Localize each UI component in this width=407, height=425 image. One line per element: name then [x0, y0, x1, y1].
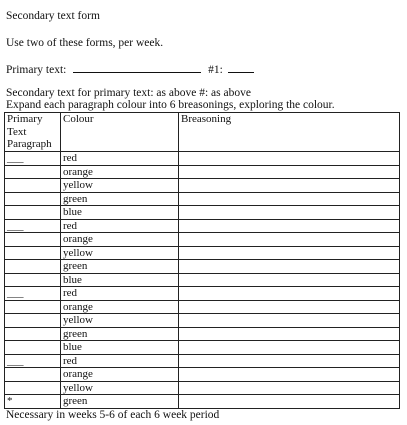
table-row: [5, 260, 400, 274]
colour-cell: yellow: [61, 179, 179, 193]
paragraph-marker-cell[interactable]: [5, 233, 61, 247]
header-colour: Colour: [61, 113, 179, 152]
breasoning-cell[interactable]: [179, 381, 400, 395]
breasoning-cell[interactable]: [179, 341, 400, 355]
breasoning-cell[interactable]: [179, 300, 400, 314]
secondary-text-line: Secondary text for primary text: as above #: as above: [6, 87, 251, 99]
paragraph-marker: *: [7, 395, 13, 407]
colour-cell: red: [61, 219, 179, 233]
colour-cell: orange: [61, 300, 179, 314]
table-row: [5, 341, 400, 355]
colour-cell: red: [61, 354, 179, 368]
table-row: [5, 368, 400, 382]
colour-cell: green: [61, 192, 179, 206]
table-row: [5, 381, 400, 395]
table-row: [5, 179, 400, 193]
header-breasoning: Breasoning: [179, 113, 400, 152]
paragraph-marker-cell[interactable]: [5, 260, 61, 274]
table-header-row: [5, 113, 400, 152]
breasoning-cell[interactable]: [179, 368, 400, 382]
paragraph-marker-cell[interactable]: [5, 273, 61, 287]
paragraph-marker-cell[interactable]: [5, 341, 61, 355]
breasoning-cell[interactable]: [179, 327, 400, 341]
colour-cell: orange: [61, 165, 179, 179]
colour-cell: blue: [61, 273, 179, 287]
breasoning-cell[interactable]: [179, 287, 400, 301]
number-label: #1:: [208, 64, 223, 76]
breasoning-cell[interactable]: [179, 179, 400, 193]
paragraph-marker: ___: [7, 219, 24, 232]
paragraph-marker-cell[interactable]: [5, 395, 61, 409]
expand-instruction: Expand each paragraph colour into 6 breasonings, exploring the colour.: [6, 99, 335, 111]
breasoning-table: [4, 112, 400, 409]
table-row: [5, 354, 400, 368]
breasoning-cell[interactable]: [179, 395, 400, 409]
colour-cell: orange: [61, 368, 179, 382]
breasoning-cell[interactable]: [179, 314, 400, 328]
colour-cell: yellow: [61, 246, 179, 260]
breasoning-cell[interactable]: [179, 246, 400, 260]
paragraph-marker-cell[interactable]: [5, 314, 61, 328]
table-row: [5, 233, 400, 247]
breasoning-cell[interactable]: [179, 152, 400, 166]
colour-cell: blue: [61, 341, 179, 355]
paragraph-marker: ___: [7, 354, 24, 367]
breasoning-cell[interactable]: [179, 233, 400, 247]
breasoning-cell[interactable]: [179, 165, 400, 179]
table-row: [5, 300, 400, 314]
paragraph-marker-cell[interactable]: [5, 192, 61, 206]
paragraph-marker-cell[interactable]: [5, 219, 61, 233]
table-row: [5, 219, 400, 233]
colour-cell: red: [61, 152, 179, 166]
colour-cell: red: [61, 287, 179, 301]
paragraph-marker-cell[interactable]: [5, 165, 61, 179]
paragraph-marker-cell[interactable]: [5, 152, 61, 166]
table-row: [5, 152, 400, 166]
colour-cell: yellow: [61, 381, 179, 395]
breasoning-cell[interactable]: [179, 206, 400, 220]
paragraph-marker: ___: [7, 152, 24, 164]
paragraph-marker-cell[interactable]: [5, 381, 61, 395]
breasoning-cell[interactable]: [179, 354, 400, 368]
paragraph-marker-cell[interactable]: [5, 327, 61, 341]
instruction-text: Use two of these forms, per week.: [6, 37, 164, 49]
paragraph-marker-cell[interactable]: [5, 179, 61, 193]
paragraph-marker-cell[interactable]: [5, 368, 61, 382]
table-row: [5, 314, 400, 328]
table-row: [5, 206, 400, 220]
colour-cell: green: [61, 395, 179, 409]
paragraph-marker-cell[interactable]: [5, 206, 61, 220]
colour-cell: green: [61, 327, 179, 341]
colour-cell: yellow: [61, 314, 179, 328]
number-blank[interactable]: [228, 63, 254, 73]
table-row: [5, 246, 400, 260]
breasoning-cell[interactable]: [179, 219, 400, 233]
table-row: [5, 287, 400, 301]
breasoning-cell[interactable]: [179, 192, 400, 206]
breasoning-cell[interactable]: [179, 273, 400, 287]
paragraph-marker-cell[interactable]: [5, 287, 61, 301]
colour-cell: orange: [61, 233, 179, 247]
breasoning-cell[interactable]: [179, 260, 400, 274]
primary-text-line: [6, 63, 254, 77]
table-row: [5, 395, 400, 409]
paragraph-marker-cell[interactable]: [5, 246, 61, 260]
colour-cell: blue: [61, 206, 179, 220]
table-row: [5, 273, 400, 287]
primary-text-blank[interactable]: [73, 63, 201, 73]
paragraph-marker-cell[interactable]: [5, 354, 61, 368]
paragraph-marker-cell[interactable]: [5, 300, 61, 314]
table-row: [5, 327, 400, 341]
form-title: Secondary text form: [6, 10, 100, 22]
paragraph-marker: ___: [7, 287, 24, 299]
footer-note: Necessary in weeks 5-6 of each 6 week period: [6, 409, 220, 421]
colour-cell: green: [61, 260, 179, 274]
table-row: [5, 165, 400, 179]
primary-text-label: Primary text:: [6, 64, 67, 76]
header-primary-text-paragraph: Primary Text Paragraph: [5, 113, 61, 152]
table-row: [5, 192, 400, 206]
